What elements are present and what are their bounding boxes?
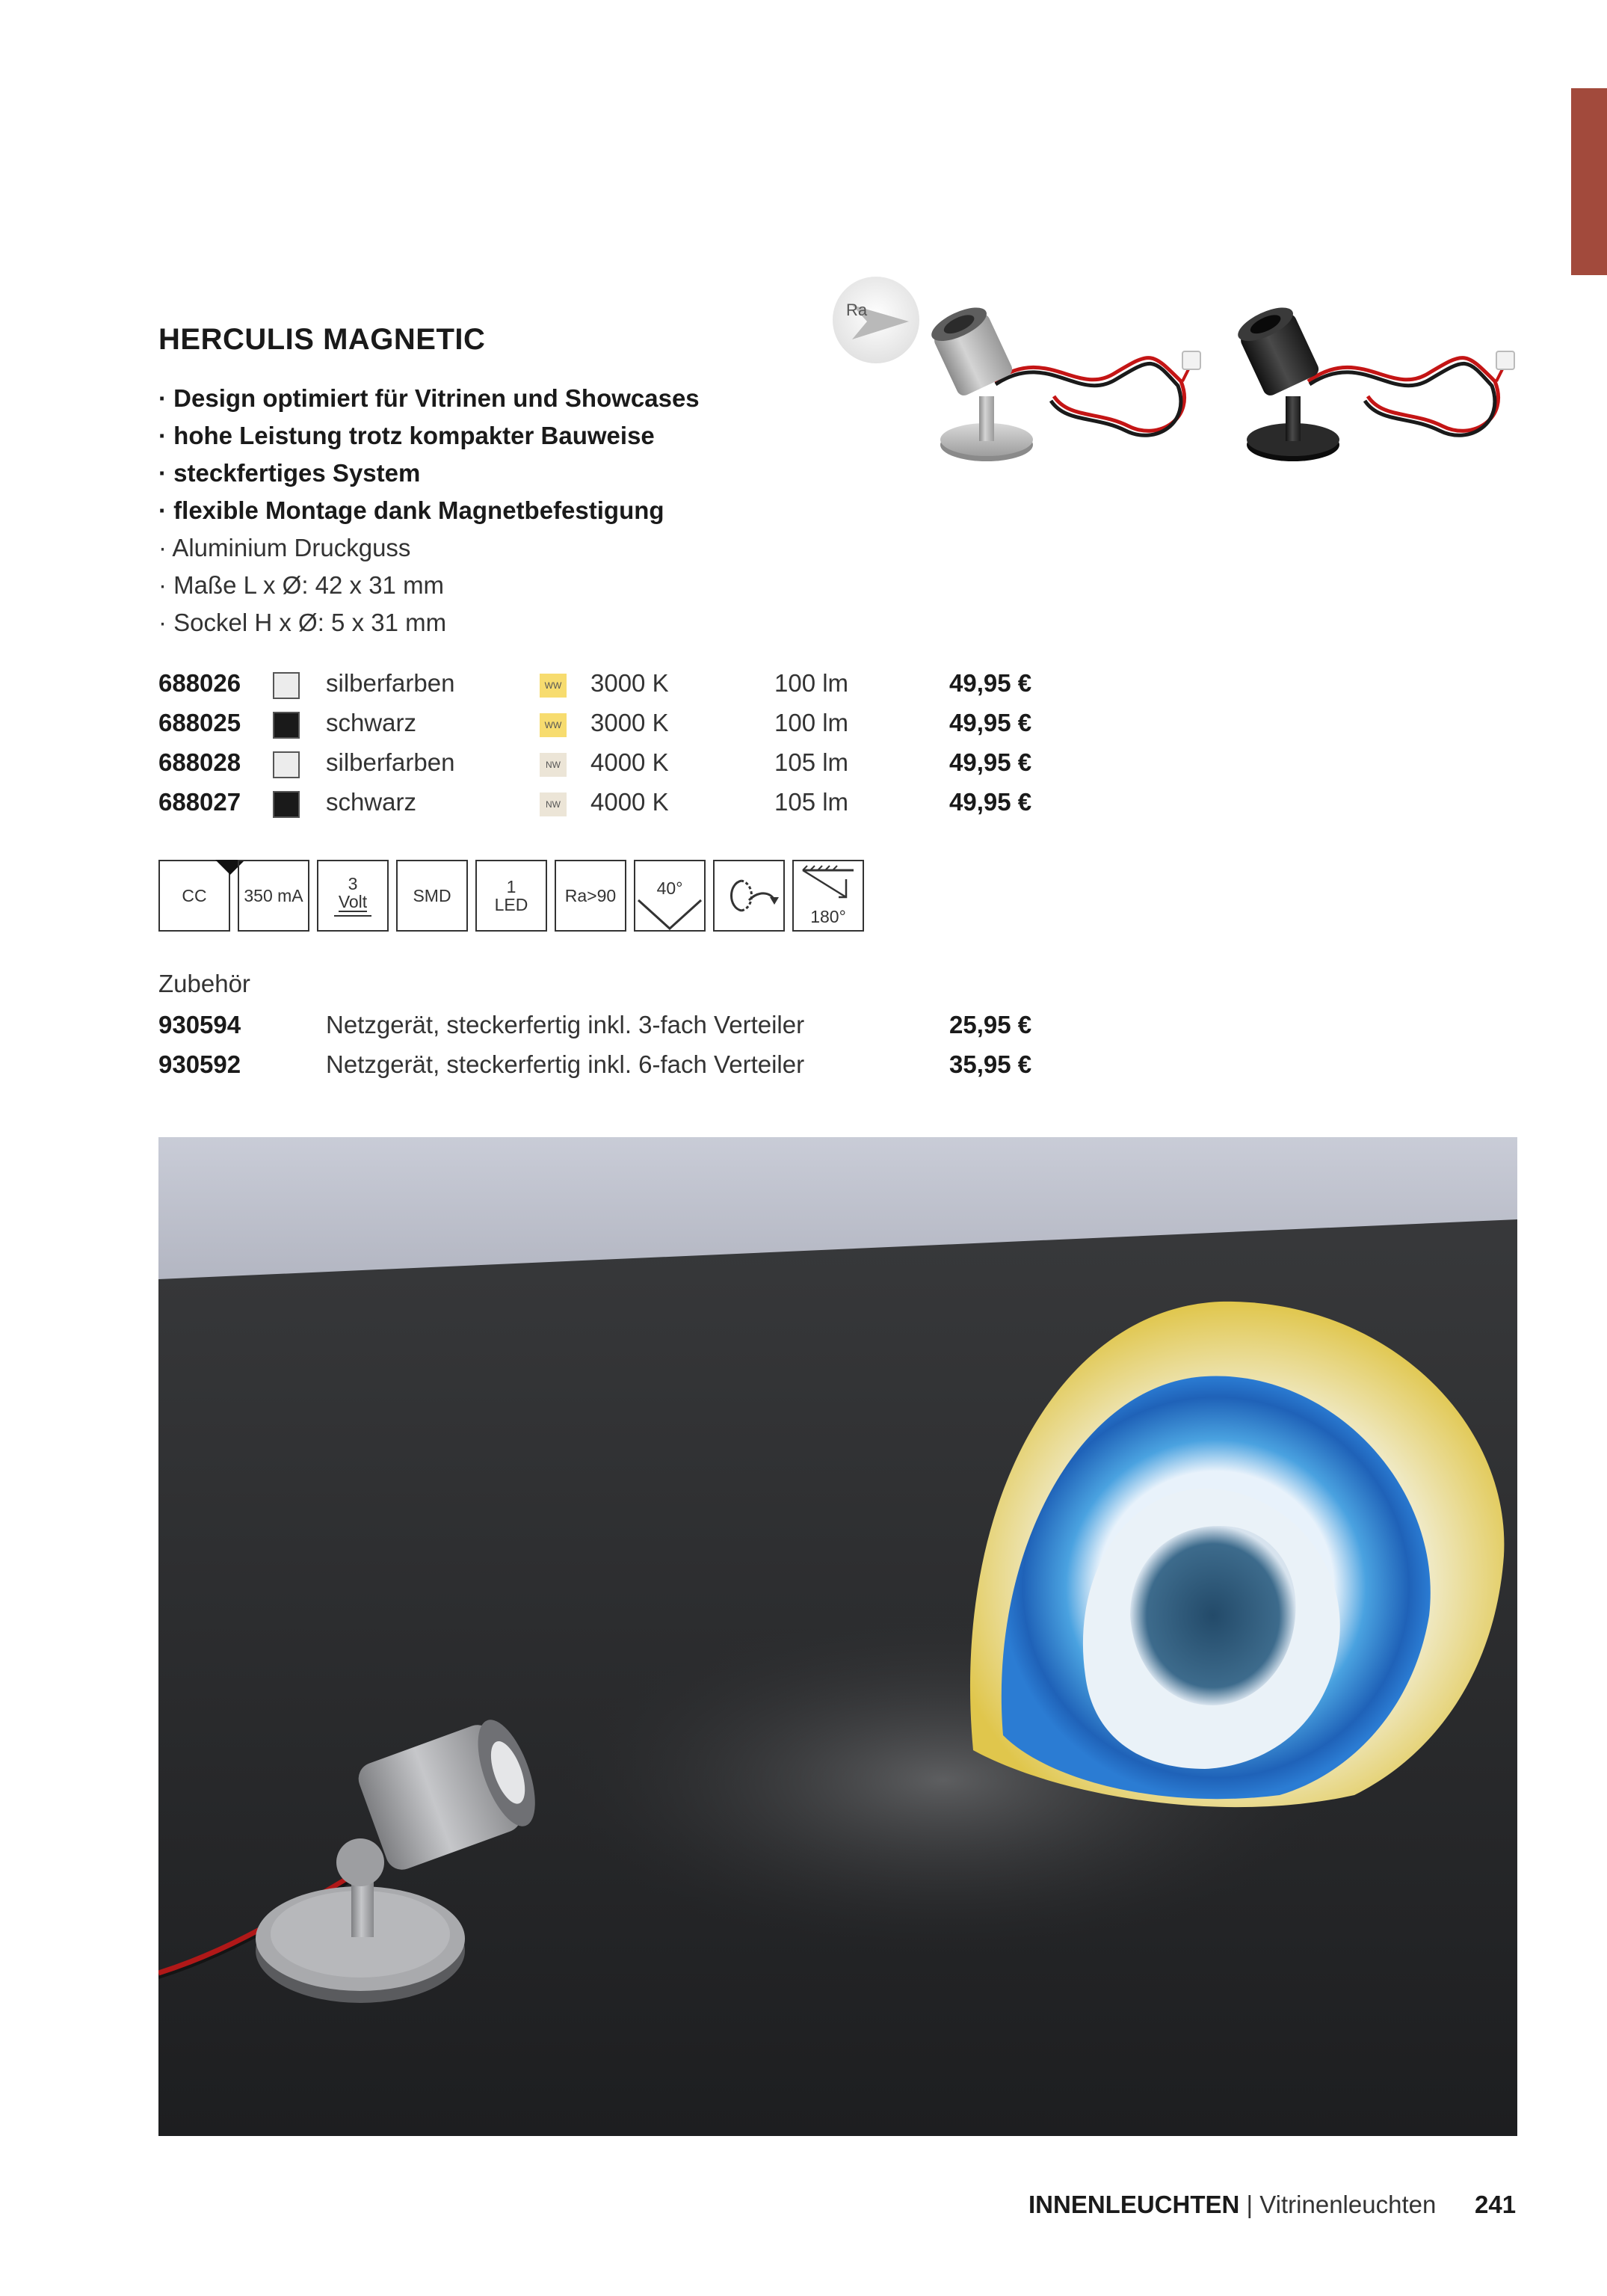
color-temperature: 3000 K — [590, 669, 669, 697]
price: 35,95 € — [949, 1050, 1032, 1078]
article-number: 688027 — [158, 788, 241, 816]
variant-table — [158, 668, 1055, 826]
current-icon: 350 mA — [238, 860, 309, 932]
variant-row — [158, 668, 1055, 707]
color-temperature: 4000 K — [590, 748, 669, 776]
article-number: 688028 — [158, 748, 241, 776]
light-color-badge: WW — [540, 674, 567, 698]
color-swatch — [273, 672, 300, 699]
ra-badge-label: Ra — [846, 301, 868, 319]
accessory-description: Netzgerät, steckerfertig inkl. 3-fach Verteiler — [326, 1011, 805, 1038]
light-color-badge: NW — [540, 753, 567, 777]
feature-item: · flexible Montage dank Magnetbefestigung — [158, 496, 664, 524]
color-temperature: 4000 K — [590, 788, 669, 816]
feature-item: · hohe Leistung trotz kompakter Bauweise — [158, 422, 655, 449]
light-color-badge: WW — [540, 713, 567, 737]
rotate-icon — [713, 860, 785, 932]
product-image-silver — [904, 269, 1218, 490]
article-number: 688026 — [158, 669, 241, 697]
color-swatch — [273, 791, 300, 818]
product-title: HERCULIS MAGNETIC — [158, 323, 486, 356]
variant-row — [158, 787, 1055, 826]
price: 49,95 € — [949, 788, 1032, 816]
article-number: 688025 — [158, 709, 241, 736]
color-rendering-icon: Ra>90 — [555, 860, 626, 932]
feature-item: · Design optimiert für Vitrinen und Showcases — [158, 384, 700, 412]
accessory-description: Netzgerät, steckerfertig inkl. 6-fach Verteiler — [326, 1050, 805, 1078]
light-color-badge: NW — [540, 792, 567, 816]
article-number: 930592 — [158, 1050, 241, 1078]
voltage-icon: 3 Volt — [317, 860, 389, 932]
feature-item: · steckfertiges System — [158, 459, 421, 487]
color-name: schwarz — [326, 709, 417, 736]
color-swatch — [273, 712, 300, 739]
ambient-photo — [158, 1137, 1517, 2136]
feature-item: · Sockel H x Ø: 5 x 31 mm — [158, 609, 447, 636]
color-name: silberfarben — [326, 748, 455, 776]
accessories-heading: Zubehör — [158, 970, 250, 997]
lumen-value: 105 lm — [774, 788, 849, 816]
color-swatch — [273, 751, 300, 778]
lumen-value: 100 lm — [774, 669, 849, 697]
page-footer — [1028, 2191, 1436, 2219]
beam-angle-icon: 40° — [634, 860, 706, 932]
price: 25,95 € — [949, 1011, 1032, 1038]
article-number: 930594 — [158, 1011, 241, 1038]
color-name: silberfarben — [326, 669, 455, 697]
price: 49,95 € — [949, 748, 1032, 776]
tilt-angle-icon: 180° — [792, 860, 864, 932]
variant-row — [158, 747, 1055, 787]
lumen-value: 100 lm — [774, 709, 849, 736]
color-name: schwarz — [326, 788, 417, 816]
footer-section: INNENLEUCHTEN — [1028, 2191, 1240, 2218]
footer-separator: | — [1246, 2191, 1253, 2218]
price: 49,95 € — [949, 669, 1032, 697]
color-temperature: 3000 K — [590, 709, 669, 736]
accessory-row — [158, 1009, 1055, 1049]
accessory-row — [158, 1049, 1055, 1089]
price: 49,95 € — [949, 709, 1032, 736]
accessories-table — [158, 1009, 1055, 1089]
feature-list — [158, 380, 700, 641]
constant-current-icon: CC — [158, 860, 230, 932]
feature-item: · Maße L x Ø: 42 x 31 mm — [158, 571, 445, 599]
product-image-black — [1218, 269, 1532, 490]
led-count-icon: 1 LED — [475, 860, 547, 932]
feature-item: · Aluminium Druckguss — [158, 534, 411, 561]
variant-row — [158, 707, 1055, 747]
chapter-tab — [1571, 88, 1607, 275]
page-number: 241 — [1475, 2191, 1517, 2218]
smd-icon: SMD — [396, 860, 468, 932]
lumen-value: 105 lm — [774, 748, 849, 776]
footer-subsection: Vitrinenleuchten — [1259, 2191, 1437, 2218]
